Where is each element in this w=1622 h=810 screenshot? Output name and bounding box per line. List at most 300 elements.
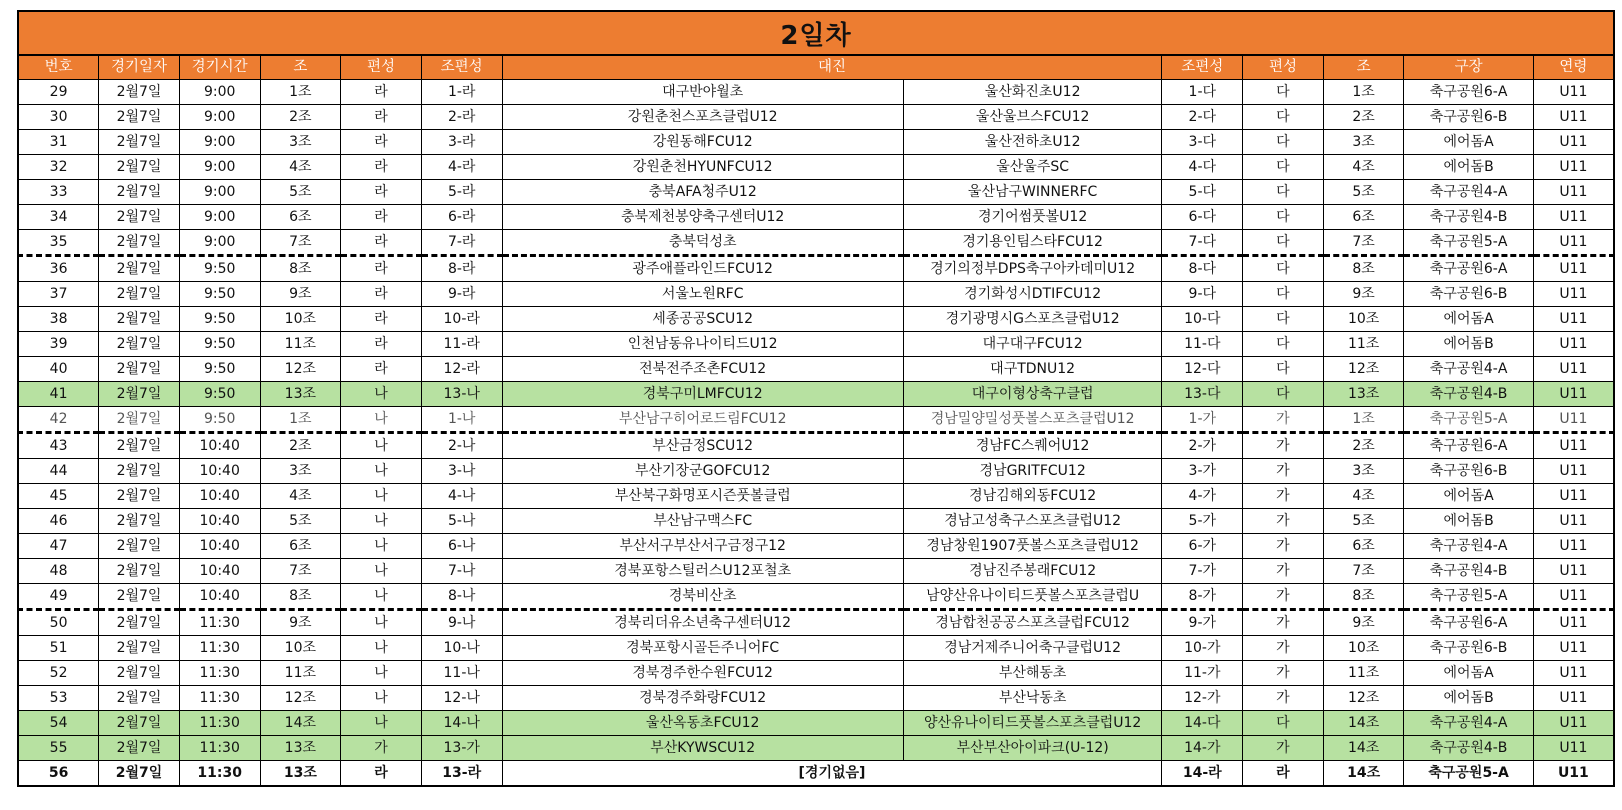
division: 나 <box>341 686 422 711</box>
age-group: U11 <box>1533 155 1614 180</box>
home-team: 경북리더유소년축구센터U12 <box>502 610 903 636</box>
field-name: 축구공원6-B <box>1404 636 1533 661</box>
field-name: 축구공원4-A <box>1404 534 1533 559</box>
match-time: 11:30 <box>179 711 260 736</box>
group-division-2: 4-다 <box>1162 155 1243 180</box>
match-date: 2월7일 <box>99 80 180 105</box>
match-date: 2월7일 <box>99 736 180 761</box>
match-time: 9:50 <box>179 407 260 433</box>
group-division-2: 3-가 <box>1162 459 1243 484</box>
group-2: 7조 <box>1323 559 1404 584</box>
group-2: 4조 <box>1323 484 1404 509</box>
division: 라 <box>341 155 422 180</box>
division: 나 <box>341 661 422 686</box>
table-row <box>18 761 1614 787</box>
group-division: 8-라 <box>421 256 502 282</box>
home-team: 경북경주한수원FCU12 <box>502 661 903 686</box>
field-name: 에어돔A <box>1404 307 1533 332</box>
division: 라 <box>341 80 422 105</box>
group-division-2: 2-다 <box>1162 105 1243 130</box>
group-division-2: 9-다 <box>1162 282 1243 307</box>
division-2: 다 <box>1243 382 1324 407</box>
age-group: U11 <box>1533 433 1614 459</box>
match-time: 9:50 <box>179 307 260 332</box>
away-team: 울산전하초U12 <box>903 130 1162 155</box>
group-2: 8조 <box>1323 256 1404 282</box>
match-no: 52 <box>18 661 99 686</box>
field-name: 축구공원6-A <box>1404 80 1533 105</box>
group-2: 12조 <box>1323 686 1404 711</box>
group-division: 14-나 <box>421 711 502 736</box>
match-time: 11:30 <box>179 686 260 711</box>
home-team: 울산옥동초FCU12 <box>502 711 903 736</box>
col-header-field: 구장 <box>1404 56 1533 80</box>
group: 13조 <box>260 382 341 407</box>
match-no: 46 <box>18 509 99 534</box>
match-date: 2월7일 <box>99 105 180 130</box>
match-time: 10:40 <box>179 433 260 459</box>
group: 12조 <box>260 686 341 711</box>
age-group: U11 <box>1533 761 1614 787</box>
home-team: 부산남구맥스FC <box>502 509 903 534</box>
group-2: 10조 <box>1323 636 1404 661</box>
match-date: 2월7일 <box>99 459 180 484</box>
match-date: 2월7일 <box>99 534 180 559</box>
division: 라 <box>341 180 422 205</box>
age-group: U11 <box>1533 80 1614 105</box>
home-team: 경북구미LMFCU12 <box>502 382 903 407</box>
match-time: 10:40 <box>179 484 260 509</box>
match-date: 2월7일 <box>99 433 180 459</box>
group-division: 8-나 <box>421 584 502 610</box>
age-group: U11 <box>1533 711 1614 736</box>
group: 7조 <box>260 559 341 584</box>
table-row <box>18 711 1614 736</box>
away-team: 경남거제주니어축구클럽U12 <box>903 636 1162 661</box>
home-team: 충북AFA청주U12 <box>502 180 903 205</box>
group-division: 1-나 <box>421 407 502 433</box>
table-row <box>18 484 1614 509</box>
field-name: 축구공원4-B <box>1404 736 1533 761</box>
group-division: 6-라 <box>421 205 502 230</box>
away-team: 경남김해외동FCU12 <box>903 484 1162 509</box>
match-time: 9:00 <box>179 105 260 130</box>
table-row <box>18 686 1614 711</box>
division: 가 <box>341 736 422 761</box>
division-2: 라 <box>1243 761 1324 787</box>
group-division: 11-라 <box>421 332 502 357</box>
group-2: 9조 <box>1323 610 1404 636</box>
field-name: 축구공원6-A <box>1404 610 1533 636</box>
field-name: 에어돔B <box>1404 155 1533 180</box>
match-date: 2월7일 <box>99 509 180 534</box>
group-division: 2-라 <box>421 105 502 130</box>
group: 4조 <box>260 484 341 509</box>
group-division: 13-나 <box>421 382 502 407</box>
field-name: 축구공원6-B <box>1404 105 1533 130</box>
group-division-2: 13-다 <box>1162 382 1243 407</box>
home-team: 인천남동유나이티드U12 <box>502 332 903 357</box>
home-team: 부산남구히어로드림FCU12 <box>502 407 903 433</box>
group: 11조 <box>260 661 341 686</box>
group-division: 3-라 <box>421 130 502 155</box>
away-team: 대구TDNU12 <box>903 357 1162 382</box>
schedule-sheet <box>17 10 1615 787</box>
match-time: 9:50 <box>179 332 260 357</box>
group-division: 7-나 <box>421 559 502 584</box>
home-team: 충북덕성초 <box>502 230 903 256</box>
match-no: 48 <box>18 559 99 584</box>
division: 나 <box>341 382 422 407</box>
match-no: 49 <box>18 584 99 610</box>
division-2: 다 <box>1243 180 1324 205</box>
group: 6조 <box>260 205 341 230</box>
division: 라 <box>341 230 422 256</box>
match-time: 9:00 <box>179 80 260 105</box>
home-team: 경북비산초 <box>502 584 903 610</box>
away-team: 경남FC스퀘어U12 <box>903 433 1162 459</box>
table-row <box>18 584 1614 610</box>
table-row <box>18 636 1614 661</box>
home-team: 대구반야월초 <box>502 80 903 105</box>
match-no: 50 <box>18 610 99 636</box>
age-group: U11 <box>1533 282 1614 307</box>
group-2: 5조 <box>1323 509 1404 534</box>
match-no: 33 <box>18 180 99 205</box>
group-division: 9-나 <box>421 610 502 636</box>
age-group: U11 <box>1533 382 1614 407</box>
home-team: 강원동해FCU12 <box>502 130 903 155</box>
match-time: 9:50 <box>179 282 260 307</box>
group-division-2: 7-다 <box>1162 230 1243 256</box>
home-team: 광주애플라인드FCU12 <box>502 256 903 282</box>
group-division-2: 11-다 <box>1162 332 1243 357</box>
field-name: 축구공원4-A <box>1404 180 1533 205</box>
schedule-table <box>17 55 1615 787</box>
page-title: 2일차 <box>17 10 1615 55</box>
group-division-2: 14-다 <box>1162 711 1243 736</box>
home-team: 경북포항스틸러스U12포철초 <box>502 559 903 584</box>
home-team: 부산금정SCU12 <box>502 433 903 459</box>
division-2: 다 <box>1243 307 1324 332</box>
match-time: 9:00 <box>179 180 260 205</box>
match-no: 30 <box>18 105 99 130</box>
age-group: U11 <box>1533 130 1614 155</box>
field-name: 에어돔A <box>1404 661 1533 686</box>
group-division: 5-라 <box>421 180 502 205</box>
group: 13조 <box>260 761 341 787</box>
group: 11조 <box>260 332 341 357</box>
group-2: 13조 <box>1323 382 1404 407</box>
table-row <box>18 307 1614 332</box>
group-division-2: 1-다 <box>1162 80 1243 105</box>
group-division: 6-나 <box>421 534 502 559</box>
match-no: 31 <box>18 130 99 155</box>
match-no: 39 <box>18 332 99 357</box>
match-no: 34 <box>18 205 99 230</box>
division-2: 가 <box>1243 534 1324 559</box>
home-team: 부산서구부산서구금정구12 <box>502 534 903 559</box>
match-time: 11:30 <box>179 761 260 787</box>
table-row <box>18 332 1614 357</box>
group-2: 12조 <box>1323 357 1404 382</box>
col-header-date: 경기일자 <box>99 56 180 80</box>
match-time: 11:30 <box>179 736 260 761</box>
group-2: 9조 <box>1323 282 1404 307</box>
table-row <box>18 180 1614 205</box>
group-2: 14조 <box>1323 761 1404 787</box>
field-name: 축구공원6-B <box>1404 459 1533 484</box>
away-team: 경기광명시G스포츠클럽U12 <box>903 307 1162 332</box>
age-group: U11 <box>1533 686 1614 711</box>
group-division-2: 3-다 <box>1162 130 1243 155</box>
match-no: 51 <box>18 636 99 661</box>
home-team: 강원춘천스포츠클럽U12 <box>502 105 903 130</box>
field-name: 에어돔B <box>1404 509 1533 534</box>
field-name: 축구공원5-A <box>1404 230 1533 256</box>
group: 12조 <box>260 357 341 382</box>
field-name: 축구공원4-A <box>1404 711 1533 736</box>
group-division-2: 12-가 <box>1162 686 1243 711</box>
group-2: 3조 <box>1323 130 1404 155</box>
match-date: 2월7일 <box>99 282 180 307</box>
division-2: 다 <box>1243 105 1324 130</box>
match-date: 2월7일 <box>99 230 180 256</box>
field-name: 축구공원6-B <box>1404 282 1533 307</box>
home-team: 경북경주화랑FCU12 <box>502 686 903 711</box>
division-2: 가 <box>1243 407 1324 433</box>
age-group: U11 <box>1533 307 1614 332</box>
group: 8조 <box>260 256 341 282</box>
group-division-2: 5-다 <box>1162 180 1243 205</box>
group-2: 6조 <box>1323 534 1404 559</box>
col-header-division-2: 편성 <box>1243 56 1324 80</box>
division-2: 다 <box>1243 155 1324 180</box>
group: 13조 <box>260 736 341 761</box>
match-date: 2월7일 <box>99 610 180 636</box>
match-date: 2월7일 <box>99 357 180 382</box>
division-2: 가 <box>1243 559 1324 584</box>
division: 나 <box>341 484 422 509</box>
field-name: 축구공원5-A <box>1404 761 1533 787</box>
division-2: 다 <box>1243 130 1324 155</box>
match-date: 2월7일 <box>99 661 180 686</box>
group-2: 6조 <box>1323 205 1404 230</box>
division: 나 <box>341 584 422 610</box>
away-team: 경남진주봉래FCU12 <box>903 559 1162 584</box>
division: 라 <box>341 205 422 230</box>
table-row <box>18 256 1614 282</box>
age-group: U11 <box>1533 332 1614 357</box>
table-row <box>18 459 1614 484</box>
age-group: U11 <box>1533 610 1614 636</box>
away-team: 경남창원1907풋볼스포츠클럽U12 <box>903 534 1162 559</box>
col-header-time: 경기시간 <box>179 56 260 80</box>
away-team: 경기화성시DTIFCU12 <box>903 282 1162 307</box>
col-header-no: 번호 <box>18 56 99 80</box>
col-header-group-division: 조편성 <box>421 56 502 80</box>
group-division-2: 5-가 <box>1162 509 1243 534</box>
group-division: 7-라 <box>421 230 502 256</box>
group-division-2: 4-가 <box>1162 484 1243 509</box>
home-team: 경북포항시골든주니어FC <box>502 636 903 661</box>
group-2: 7조 <box>1323 230 1404 256</box>
match-no: 32 <box>18 155 99 180</box>
group: 10조 <box>260 307 341 332</box>
group-division-2: 10-다 <box>1162 307 1243 332</box>
table-row <box>18 130 1614 155</box>
division-2: 가 <box>1243 459 1324 484</box>
home-team: 부산KYWSCU12 <box>502 736 903 761</box>
field-name: 축구공원4-A <box>1404 357 1533 382</box>
match-time: 9:00 <box>179 130 260 155</box>
field-name: 축구공원4-B <box>1404 205 1533 230</box>
group-division-2: 2-가 <box>1162 433 1243 459</box>
division-2: 다 <box>1243 205 1324 230</box>
match-no: 35 <box>18 230 99 256</box>
home-team: 부산북구화명포시즌풋볼클럽 <box>502 484 903 509</box>
group-division-2: 14-라 <box>1162 761 1243 787</box>
away-team: 울산울주SC <box>903 155 1162 180</box>
group-2: 3조 <box>1323 459 1404 484</box>
match-no: 42 <box>18 407 99 433</box>
match-time: 11:30 <box>179 610 260 636</box>
match-no: 43 <box>18 433 99 459</box>
group: 4조 <box>260 155 341 180</box>
group-division-2: 11-가 <box>1162 661 1243 686</box>
match-no: 29 <box>18 80 99 105</box>
table-row <box>18 736 1614 761</box>
away-team: 양산유나이티드풋볼스포츠클럽U12 <box>903 711 1162 736</box>
division: 라 <box>341 307 422 332</box>
match-date: 2월7일 <box>99 584 180 610</box>
field-name: 축구공원5-A <box>1404 407 1533 433</box>
table-row <box>18 661 1614 686</box>
home-team: 전북전주조촌FCU12 <box>502 357 903 382</box>
group: 6조 <box>260 534 341 559</box>
match-time: 10:40 <box>179 559 260 584</box>
match-time: 9:00 <box>179 155 260 180</box>
match-time: 10:40 <box>179 534 260 559</box>
home-team: 세종공공SCU12 <box>502 307 903 332</box>
away-team: 울산울브스FCU12 <box>903 105 1162 130</box>
match-time: 10:40 <box>179 509 260 534</box>
division-2: 다 <box>1243 80 1324 105</box>
match-time: 9:50 <box>179 357 260 382</box>
field-name: 에어돔A <box>1404 484 1533 509</box>
division: 나 <box>341 711 422 736</box>
group-division: 10-나 <box>421 636 502 661</box>
group-division: 5-나 <box>421 509 502 534</box>
group-division: 12-라 <box>421 357 502 382</box>
group-division: 10-라 <box>421 307 502 332</box>
group-division-2: 12-다 <box>1162 357 1243 382</box>
age-group: U11 <box>1533 256 1614 282</box>
away-team: 대구대구FCU12 <box>903 332 1162 357</box>
division: 라 <box>341 282 422 307</box>
group: 3조 <box>260 459 341 484</box>
home-team: 강원춘천HYUNFCU12 <box>502 155 903 180</box>
group-division-2: 6-다 <box>1162 205 1243 230</box>
table-row <box>18 534 1614 559</box>
age-group: U11 <box>1533 534 1614 559</box>
match-time: 9:00 <box>179 230 260 256</box>
match-time: 11:30 <box>179 636 260 661</box>
home-team: 충북제천봉양축구센터U12 <box>502 205 903 230</box>
match-date: 2월7일 <box>99 307 180 332</box>
away-team: 경남합천공공스포츠클럽FCU12 <box>903 610 1162 636</box>
match-no: 38 <box>18 307 99 332</box>
match-time: 11:30 <box>179 661 260 686</box>
age-group: U11 <box>1533 559 1614 584</box>
group-division-2: 7-가 <box>1162 559 1243 584</box>
group-division: 1-라 <box>421 80 502 105</box>
group-division: 12-나 <box>421 686 502 711</box>
table-row <box>18 282 1614 307</box>
header-row <box>18 56 1614 80</box>
group: 1조 <box>260 80 341 105</box>
match-no: 40 <box>18 357 99 382</box>
division: 나 <box>341 407 422 433</box>
group: 9조 <box>260 610 341 636</box>
match-time: 9:50 <box>179 382 260 407</box>
field-name: 축구공원4-B <box>1404 559 1533 584</box>
match-no: 54 <box>18 711 99 736</box>
match-date: 2월7일 <box>99 761 180 787</box>
match-no: 36 <box>18 256 99 282</box>
table-row <box>18 610 1614 636</box>
group: 2조 <box>260 433 341 459</box>
group-division: 4-라 <box>421 155 502 180</box>
division-2: 가 <box>1243 686 1324 711</box>
group-division-2: 10-가 <box>1162 636 1243 661</box>
col-header-age: 연령 <box>1533 56 1614 80</box>
match-date: 2월7일 <box>99 711 180 736</box>
age-group: U11 <box>1533 407 1614 433</box>
division-2: 다 <box>1243 332 1324 357</box>
age-group: U11 <box>1533 205 1614 230</box>
match-no: 47 <box>18 534 99 559</box>
group: 10조 <box>260 636 341 661</box>
match-no: 55 <box>18 736 99 761</box>
division-2: 가 <box>1243 584 1324 610</box>
group-division-2: 8-다 <box>1162 256 1243 282</box>
match-time: 9:50 <box>179 256 260 282</box>
field-name: 축구공원5-A <box>1404 584 1533 610</box>
group: 2조 <box>260 105 341 130</box>
match-date: 2월7일 <box>99 559 180 584</box>
division-2: 다 <box>1243 282 1324 307</box>
table-row <box>18 357 1614 382</box>
division-2: 다 <box>1243 230 1324 256</box>
group-2: 5조 <box>1323 180 1404 205</box>
away-team: 부산낙동초 <box>903 686 1162 711</box>
age-group: U11 <box>1533 661 1614 686</box>
division-2: 가 <box>1243 636 1324 661</box>
age-group: U11 <box>1533 105 1614 130</box>
division: 나 <box>341 459 422 484</box>
division: 나 <box>341 610 422 636</box>
group-division-2: 1-가 <box>1162 407 1243 433</box>
group: 3조 <box>260 130 341 155</box>
match-date: 2월7일 <box>99 686 180 711</box>
group-2: 11조 <box>1323 661 1404 686</box>
away-team: 울산남구WINNERFC <box>903 180 1162 205</box>
division-2: 가 <box>1243 484 1324 509</box>
group-division: 13-가 <box>421 736 502 761</box>
table-row <box>18 105 1614 130</box>
group-division: 4-나 <box>421 484 502 509</box>
